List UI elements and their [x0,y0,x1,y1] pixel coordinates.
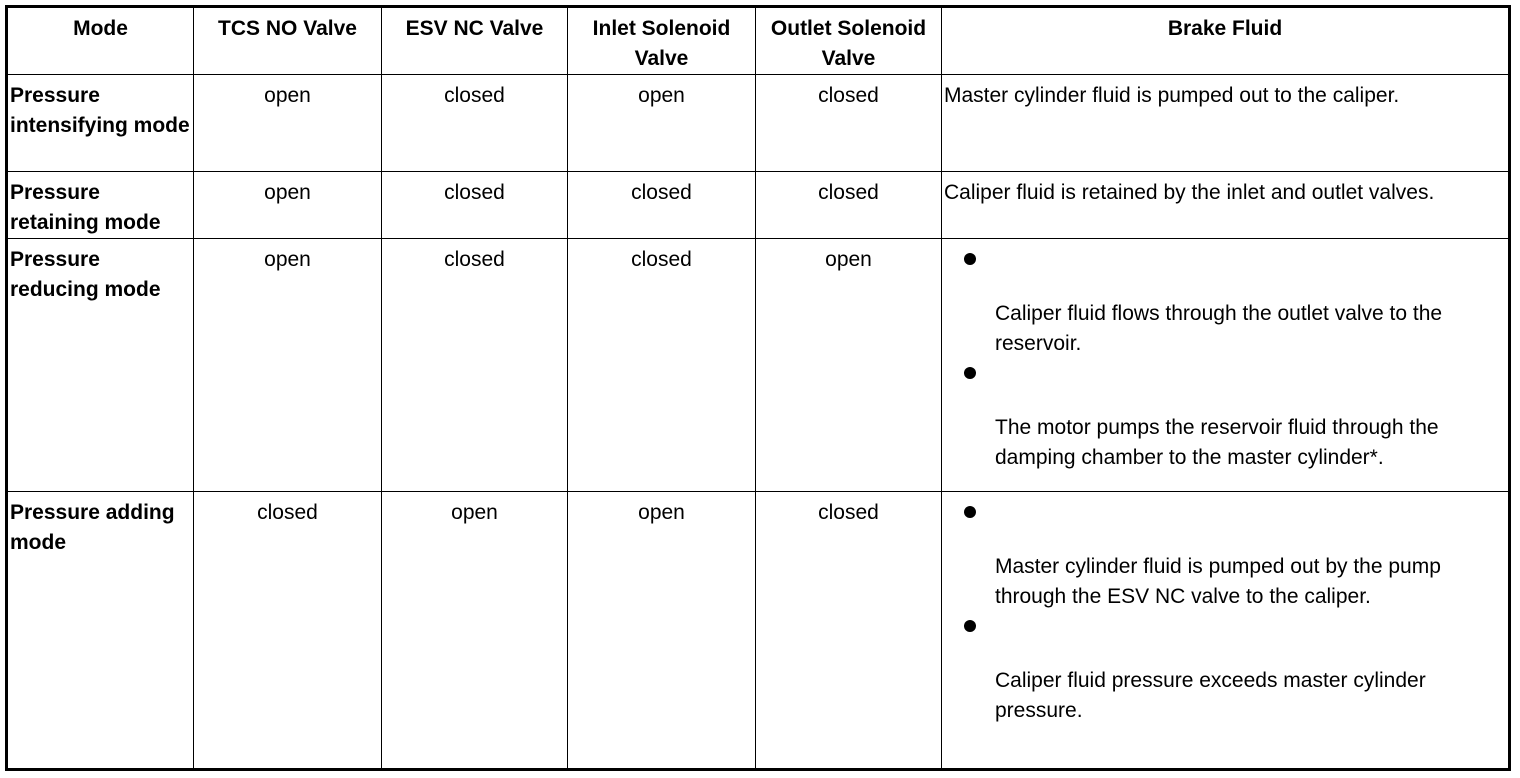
outlet-state-cell: closed [756,75,942,172]
table-row [7,239,1510,492]
table-row [7,75,1510,172]
list-item-text: The motor pumps the reservoir fluid through the damping chamber to the master cylinder*. [995,416,1439,469]
brake-fluid-cell: Caliper fluid is retained by the inlet and outlet valves. [942,172,1510,239]
header-brake-fluid: Brake Fluid [942,7,1510,75]
outlet-state-cell: closed [756,492,942,770]
table-row [7,172,1510,239]
header-inlet-solenoid-valve: Inlet Solenoid Valve [568,7,756,75]
brake-fluid-cell: Master cylinder fluid is pumped out to the caliper. [942,75,1510,172]
outlet-state-cell: closed [756,172,942,239]
esv-state-cell: closed [382,75,568,172]
mode-cell: Pressure retaining mode [7,172,194,239]
bullet-icon [964,367,976,379]
list-item-text: Caliper fluid flows through the outlet valve to the reservoir. [995,302,1443,355]
inlet-state-cell: closed [568,172,756,239]
brake-fluid-cell [942,239,1510,492]
brake-fluid-cell [942,492,1510,770]
inlet-state-cell: open [568,75,756,172]
header-esv-nc-valve: ESV NC Valve [382,7,568,75]
table-row [7,492,1510,770]
mode-cell: Pressure intensifying mode [7,75,194,172]
mode-cell: Pressure reducing mode [7,239,194,492]
list-item [944,367,1506,473]
valve-mode-table [5,5,1511,771]
list-item [944,620,1506,726]
tcs-state-cell: open [194,172,382,239]
outlet-state-cell: open [756,239,942,492]
list-item [944,253,1506,359]
tcs-state-cell: open [194,239,382,492]
mode-cell: Pressure adding mode [7,492,194,770]
bullet-icon [964,253,976,265]
esv-state-cell: closed [382,239,568,492]
inlet-state-cell: closed [568,239,756,492]
header-row [7,7,1510,75]
header-outlet-solenoid-valve: Outlet Solenoid Valve [756,7,942,75]
brake-fluid-list [944,253,1506,473]
list-item [944,506,1506,612]
tcs-state-cell: open [194,75,382,172]
esv-state-cell: closed [382,172,568,239]
inlet-state-cell: open [568,492,756,770]
header-mode: Mode [7,7,194,75]
header-tcs-no-valve: TCS NO Valve [194,7,382,75]
bullet-icon [964,620,976,632]
bullet-icon [964,506,976,518]
esv-state-cell: open [382,492,568,770]
list-item-text: Master cylinder fluid is pumped out by the pump through the ESV NC valve to the caliper. [995,555,1441,608]
list-item-text: Caliper fluid pressure exceeds master cylinder pressure. [995,669,1426,722]
brake-fluid-list [944,506,1506,726]
tcs-state-cell: closed [194,492,382,770]
